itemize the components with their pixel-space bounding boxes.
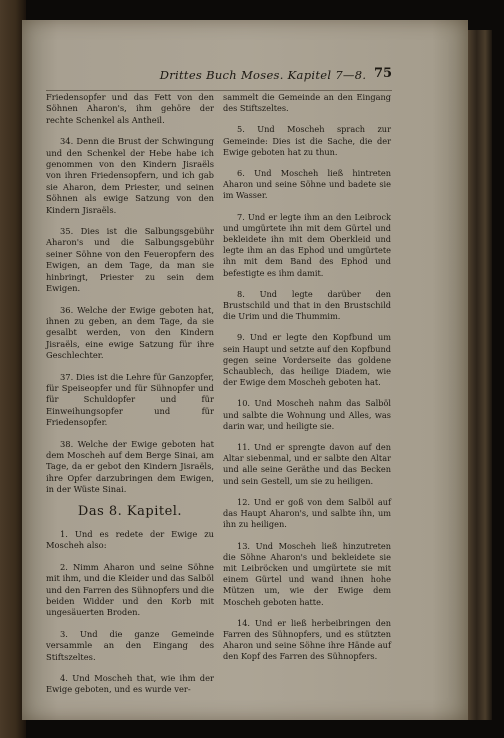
verse-paragraph: 3. Und die ganze Gemeinde versammle an den Eingang des Stiftszeltes.	[46, 628, 214, 662]
verse-paragraph: 8. Und legte darüber den Brustschild und that in den Brustschild die Urim und die Thummim.	[223, 288, 391, 322]
verse-paragraph: 34. Denn die Brust der Schwingung und den Schenkel der Hebe habe ich genommen von den Kindern Jisraëls von ihren Friedensopfern, und ich gab sie Aharon, dem Priester, und seinen Söhnen als ewige Satzung von den Kindern Jisraëls.	[46, 136, 214, 215]
verse-paragraph: 1. Und es redete der Ewige zu Moscheh also:	[46, 529, 214, 551]
verse-paragraph: sammelt die Gemeinde an den Eingang des Stiftszeltes.	[223, 92, 391, 114]
left-column	[46, 92, 214, 706]
verse-paragraph: 38. Welche der Ewige geboten hat dem Moscheh auf dem Berge Sinai, am Tage, da er gebot den Kindern Jisraëls, ihre Opfer darzubringen dem Ewigen, in der Wüste Sinai.	[46, 438, 214, 495]
verse-paragraph: 2. Nimm Aharon und seine Söhne mit ihm, und die Kleider und das Salböl und den Farren des Sühnopfers und die beiden Widder und den Korb mit ungesäuerten Broden.	[46, 561, 214, 618]
verse-paragraph: 6. Und Moscheh ließ hintreten Aharon und seine Söhne und badete sie im Wasser.	[223, 168, 391, 201]
verse-paragraph: 7. Und er legte ihm an den Leibrock und umgürtete ihn mit dem Gürtel und bekleidete ihn mit dem Oberkleid und legte ihm an das Ephod und umgürtete ihn mit dem Band des Ephod und befestigte es ihm damit.	[223, 211, 391, 278]
header-rule	[46, 90, 392, 91]
verse-paragraph: 11. Und er sprengte davon auf den Altar siebenmal, und er salbte den Altar und alle seine Geräthe und das Becken und sein Gestell, um sie zu heiligen.	[223, 442, 391, 486]
verse-paragraph: 35. Dies ist die Salbungsgebühr Aharon's und die Salbungsgebühr seiner Söhne von den Feueropfern des Ewigen, an dem Tage, da man sie hinbringt, Priester zu sein dem Ewigen.	[46, 226, 214, 294]
verse-paragraph: Friedensopfer und das Fett von den Söhnen Aharon's, ihm gehöre der rechte Schenkel als Antheil.	[46, 92, 214, 125]
verse-paragraph: 37. Dies ist die Lehre für Ganzopfer, für Speiseopfer und für Sühnopfer und für Schuldopfer und für Einweihungsopfer und für Friedensopfer.	[46, 371, 214, 428]
verse-paragraph: 12. Und er goß von dem Salböl auf das Haupt Aharon's, und salbte ihn, um ihn zu heiligen.	[223, 496, 391, 530]
running-header: Drittes Buch Moses. Kapitel 7—8.	[159, 68, 367, 82]
page-number: 75	[374, 66, 393, 81]
verse-paragraph: 5. Und Moscheh sprach zur Gemeinde: Dies ist die Sache, die der Ewige geboten hat zu thun.	[223, 124, 391, 157]
verse-paragraph: 14. Und er ließ herbeibringen den Farren des Sühnopfers, und es stützten Aharon und seine Söhne ihre Hände auf den Kopf des Farren des Sühnopfers.	[223, 617, 391, 662]
verse-paragraph: 4. Und Moscheh that, wie ihm der Ewige geboten, und es wurde ver-	[46, 673, 214, 695]
verse-paragraph: 10. Und Moscheh nahm das Salböl und salbte die Wohnung und Alles, was darin war, und heiligte sie.	[223, 398, 391, 431]
book-page	[22, 20, 468, 720]
verse-paragraph: 9. Und er legte den Kopfbund um sein Haupt und setzte auf den Kopfbund gegen seine Vorderseite das goldene Schaublech, das heilige Diadem, wie der Ewige dem Moscheh geboten hat.	[223, 332, 391, 388]
verse-paragraph: 36. Welche der Ewige geboten hat, ihnen zu geben, an dem Tage, da sie gesalbt werden, von den Kindern Jisraëls, eine ewige Satzung für ihre Geschlechter.	[46, 304, 214, 361]
verse-paragraph: 13. Und Moscheh ließ hinzutreten die Söhne Aharon's und bekleidete sie mit Leibröcken und umgürtete sie mit einem Gürtel und wand ihnen hohe Mützen um, wie der Ewige dem Moscheh geboten hatte.	[223, 540, 391, 607]
chapter-heading: Das 8. Kapitel.	[77, 503, 183, 519]
right-column	[223, 92, 391, 673]
